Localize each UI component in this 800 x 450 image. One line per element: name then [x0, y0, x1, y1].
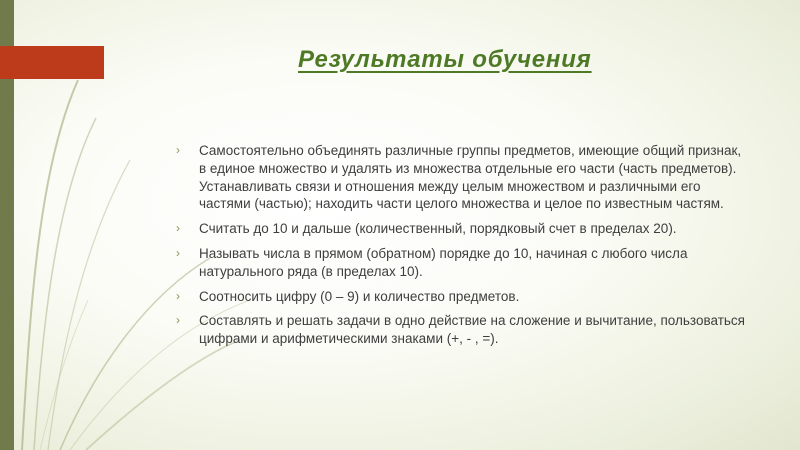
slide-title: Результаты обучения: [298, 46, 592, 73]
list-item: [176, 245, 748, 281]
learning-outcomes-list: [176, 142, 748, 355]
list-item: [176, 220, 748, 238]
list-item: [176, 312, 748, 348]
chevron-right-icon: ›: [176, 143, 180, 157]
list-item-text: Считать до 10 и дальше (количественный, порядковый счет в пределах 20).: [199, 221, 677, 237]
list-item: [176, 288, 748, 306]
list-item-text: Самостоятельно объединять различные группы предметов, имеющие общий признак, в единое множество и удалять из множества отдельные его части (часть предметов). Устанавливать связи и отношения между целым множеством и различными его частями (частью); находить части целого множества и целое по известным частям.: [199, 143, 742, 212]
title-accent-flag: [0, 46, 104, 79]
list-item-text: Соотносить цифру (0 – 9) и количество предметов.: [199, 288, 520, 304]
chevron-right-icon: ›: [176, 245, 180, 260]
chevron-right-icon: ›: [176, 221, 180, 236]
list-item-text: Составлять и решать задачи в одно действие на сложение и вычитание, пользоваться цифрами и арифметическими знаками (+, - , =).: [199, 313, 745, 347]
list-item-text: Называть числа в прямом (обратном) порядке до 10, начиная с любого числа натурального ряда (в пределах 10).: [199, 245, 688, 279]
list-item: [176, 142, 748, 213]
chevron-right-icon: ›: [176, 313, 180, 328]
chevron-right-icon: ›: [176, 288, 180, 303]
